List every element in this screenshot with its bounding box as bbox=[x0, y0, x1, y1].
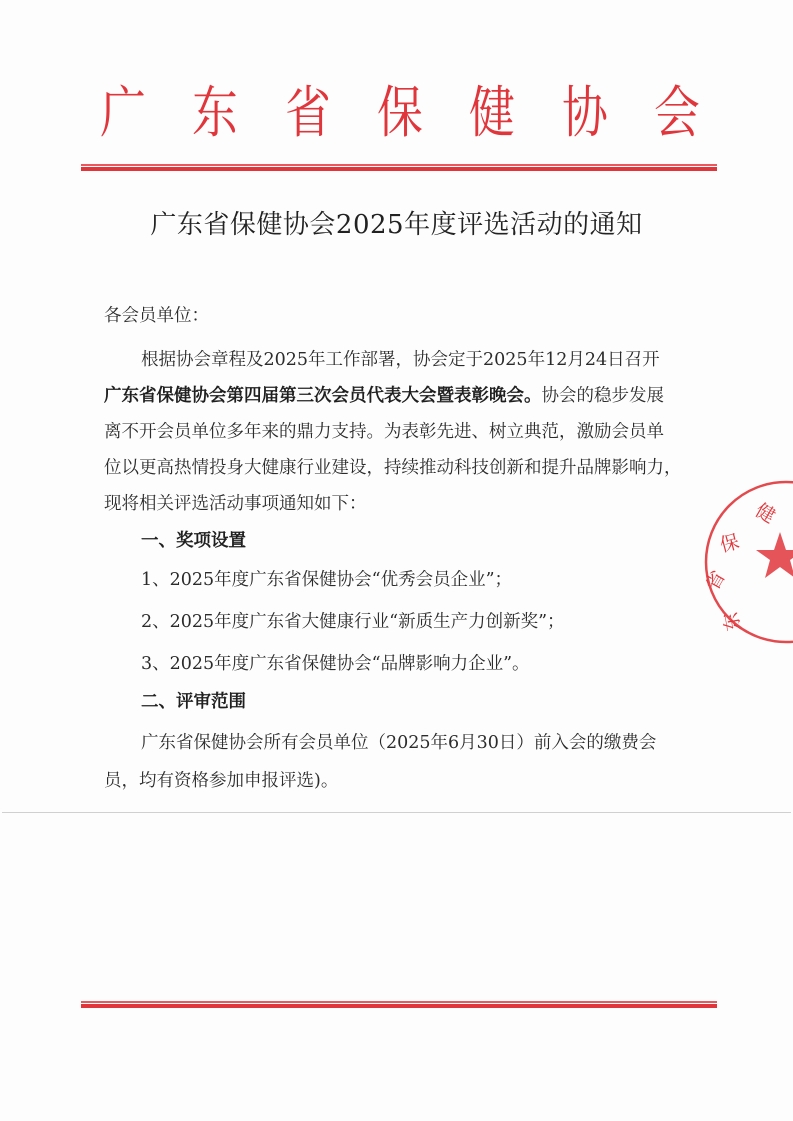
salutation: 各会员单位： bbox=[104, 306, 209, 326]
svg-text:保: 保 bbox=[717, 530, 742, 557]
footer-divider bbox=[81, 1001, 717, 1008]
page-break-line bbox=[2, 812, 791, 813]
paragraph-line: 员，均有资格参加申报评选)。 bbox=[104, 771, 339, 791]
svg-text:东: 东 bbox=[719, 610, 745, 633]
paragraph-text: 协会的稳步发展 bbox=[541, 386, 664, 406]
masthead-char: 会 bbox=[654, 81, 700, 146]
svg-text:健: 健 bbox=[751, 499, 779, 528]
masthead-char: 省 bbox=[284, 81, 331, 146]
section-heading: 二、评审范围 bbox=[141, 692, 246, 712]
paragraph-line: 广东省保健协会所有会员单位（2025年6月30日）前入会的缴费会 bbox=[141, 733, 657, 753]
masthead-char: 东 bbox=[192, 81, 239, 146]
masthead-char: 健 bbox=[469, 81, 516, 146]
masthead-char: 广 bbox=[100, 81, 146, 146]
paragraph-line: 位以更高热情投身大健康行业建设，持续推动科技创新和提升品牌影响力， bbox=[104, 458, 682, 478]
masthead-divider bbox=[81, 164, 717, 171]
paragraph-line bbox=[104, 382, 664, 407]
paragraph-line: 根据协会章程及2025年工作部署，协会定于2025年12月24日召开 bbox=[141, 350, 660, 370]
paragraph-line: 现将相关评选活动事项通知如下： bbox=[104, 494, 367, 514]
official-seal-icon bbox=[700, 480, 793, 650]
award-item: 2、2025年度广东省大健康行业“新质生产力创新奖”； bbox=[141, 612, 565, 632]
masthead-char: 协 bbox=[561, 81, 608, 146]
award-item: 1、2025年度广东省保健协会“优秀会员企业”； bbox=[141, 570, 513, 590]
document-title: 广东省保健协会2025年度评选活动的通知 bbox=[150, 210, 643, 240]
masthead bbox=[95, 78, 705, 150]
paragraph-line: 离不开会员单位多年来的鼎力支持。为表彰先进、树立典范，激励会员单 bbox=[104, 422, 664, 442]
svg-text:省: 省 bbox=[701, 567, 730, 595]
award-item: 3、2025年度广东省保健协会“品牌影响力企业”。 bbox=[141, 654, 530, 674]
section-heading: 一、奖项设置 bbox=[141, 531, 246, 551]
meeting-name: 广东省保健协会第四届第三次会员代表大会暨表彰晚会。 bbox=[104, 386, 542, 406]
masthead-char: 保 bbox=[377, 81, 423, 146]
